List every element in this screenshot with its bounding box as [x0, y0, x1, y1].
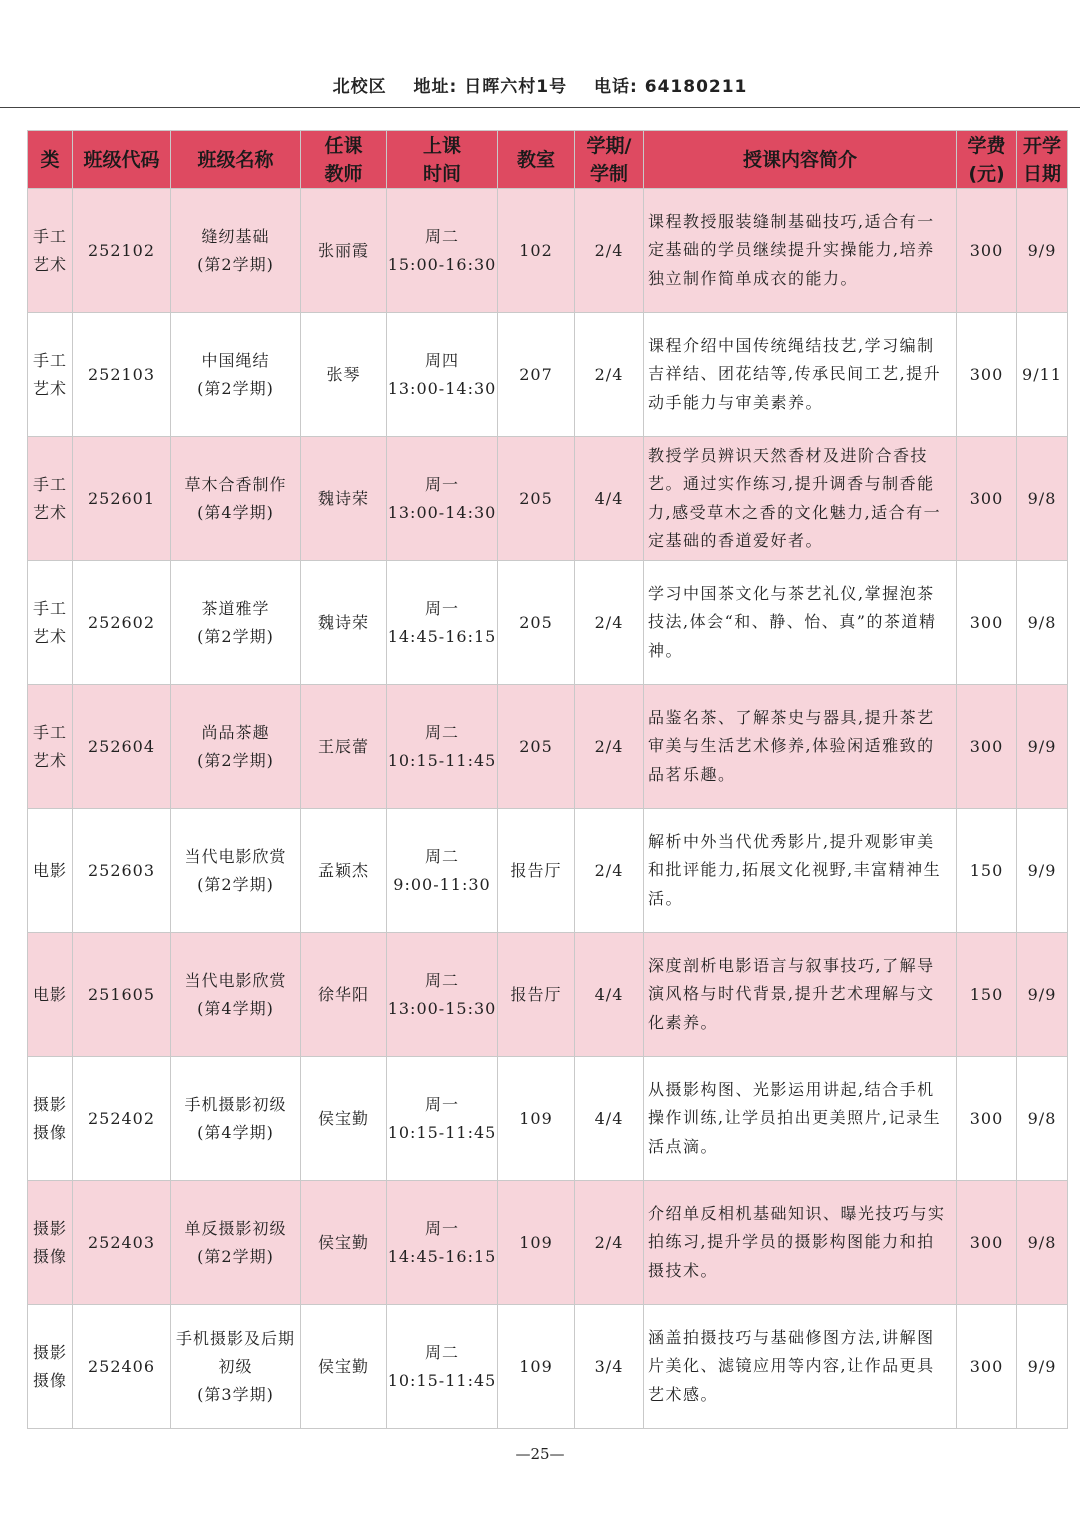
cell-name-line: (第2学期) — [197, 254, 274, 274]
cell-time-line: 14:45-16:15 — [387, 626, 497, 646]
cell-category-line: 摄像 — [32, 1246, 67, 1266]
cell-term: 2/4 — [575, 313, 644, 437]
cell-name — [171, 685, 301, 809]
table-row — [28, 933, 1068, 1057]
cell-fee: 300 — [957, 313, 1017, 437]
table-header-row — [28, 131, 1068, 189]
cell-term: 3/4 — [575, 1305, 644, 1429]
cell-category-line: 摄像 — [32, 1122, 67, 1142]
cell-name-line: (第2学期) — [197, 626, 274, 646]
cell-name-line: 初级 — [218, 1356, 253, 1376]
course-table — [27, 130, 1068, 1429]
cell-fee: 300 — [957, 437, 1017, 561]
cell-time — [387, 1057, 498, 1181]
cell-teacher: 侯宝勤 — [301, 1057, 387, 1181]
cell-code: 252403 — [73, 1181, 171, 1305]
cell-fee: 300 — [957, 1305, 1017, 1429]
column-header-text: 开学 — [1022, 134, 1061, 157]
cell-desc: 教授学员辨识天然香材及进阶合香技艺。通过实作练习,提升调香与制香能力,感受草木之香的文化魅力,适合有一定基础的香道爱好者。 — [644, 437, 957, 561]
cell-fee: 300 — [957, 561, 1017, 685]
cell-time-line: 13:00-14:30 — [387, 502, 497, 522]
cell-room: 205 — [498, 561, 575, 685]
cell-name — [171, 809, 301, 933]
cell-teacher: 徐华阳 — [301, 933, 387, 1057]
cell-room: 205 — [498, 437, 575, 561]
cell-code: 251605 — [73, 933, 171, 1057]
cell-term: 2/4 — [575, 809, 644, 933]
cell-time-line: 周二 — [424, 970, 459, 990]
cell-desc: 课程教授服装缝制基础技巧,适合有一定基础的学员继续提升实操能力,培养独立制作简单成衣的能力。 — [644, 189, 957, 313]
cell-time-line: 13:00-14:30 — [387, 378, 497, 398]
cell-category-line: 手工 — [32, 226, 67, 246]
cell-category — [28, 685, 73, 809]
column-header-fee — [957, 131, 1017, 189]
cell-fee: 150 — [957, 933, 1017, 1057]
cell-term: 2/4 — [575, 561, 644, 685]
cell-desc: 课程介绍中国传统绳结技艺,学习编制吉祥结、团花结等,传承民间工艺,提升动手能力与审美素养。 — [644, 313, 957, 437]
table-row — [28, 685, 1068, 809]
column-header-text: 日期 — [1022, 162, 1061, 185]
cell-name — [171, 1181, 301, 1305]
cell-teacher: 魏诗荣 — [301, 437, 387, 561]
cell-teacher: 孟颖杰 — [301, 809, 387, 933]
cell-time-line: 周四 — [424, 350, 459, 370]
cell-name-line: 手机摄影及后期 — [175, 1328, 295, 1348]
cell-name-line: (第2学期) — [197, 750, 274, 770]
cell-name — [171, 1057, 301, 1181]
cell-category-line: 手工 — [32, 350, 67, 370]
cell-code: 252103 — [73, 313, 171, 437]
cell-start: 9/8 — [1017, 1057, 1068, 1181]
cell-code: 252603 — [73, 809, 171, 933]
column-header-text: 学费 — [967, 134, 1006, 157]
cell-fee: 150 — [957, 809, 1017, 933]
cell-time-line: 周二 — [424, 722, 459, 742]
column-header-text: 任课 — [324, 134, 363, 157]
table-row — [28, 561, 1068, 685]
cell-desc: 从摄影构图、光影运用讲起,结合手机操作训练,让学员拍出更美照片,记录生活点滴。 — [644, 1057, 957, 1181]
column-header-text: (元) — [968, 162, 1005, 185]
cell-term: 2/4 — [575, 1181, 644, 1305]
phone-value: 64180211 — [644, 77, 748, 97]
cell-time — [387, 313, 498, 437]
cell-time — [387, 1305, 498, 1429]
cell-time-line: 周二 — [424, 1342, 459, 1362]
cell-name-line: 单反摄影初级 — [184, 1218, 287, 1238]
table-row — [28, 1057, 1068, 1181]
cell-name — [171, 313, 301, 437]
cell-name-line: (第2学期) — [197, 378, 274, 398]
cell-room: 102 — [498, 189, 575, 313]
column-header-text: 类 — [40, 148, 60, 171]
cell-start: 9/8 — [1017, 1181, 1068, 1305]
cell-time-line: 周一 — [424, 598, 459, 618]
cell-name — [171, 933, 301, 1057]
address-label: 地址: — [413, 77, 458, 97]
column-header-start — [1017, 131, 1068, 189]
table-row — [28, 437, 1068, 561]
column-header-text: 学制 — [589, 162, 628, 185]
table-row — [28, 313, 1068, 437]
cell-room: 205 — [498, 685, 575, 809]
cell-term: 2/4 — [575, 685, 644, 809]
cell-category-line: 艺术 — [32, 378, 67, 398]
cell-time — [387, 685, 498, 809]
cell-term: 4/4 — [575, 1057, 644, 1181]
cell-teacher: 侯宝勤 — [301, 1181, 387, 1305]
cell-category — [28, 1305, 73, 1429]
cell-start: 9/9 — [1017, 809, 1068, 933]
column-header-text: 班级代码 — [83, 148, 160, 171]
cell-category — [28, 1057, 73, 1181]
page-number: —25— — [515, 1445, 565, 1463]
cell-code: 252604 — [73, 685, 171, 809]
table-row — [28, 189, 1068, 313]
cell-name-line: 中国绳结 — [201, 350, 270, 370]
cell-category-line: 手工 — [32, 598, 67, 618]
cell-category-line: 艺术 — [32, 750, 67, 770]
cell-time-line: 10:15-11:45 — [387, 750, 497, 770]
column-header-time — [387, 131, 498, 189]
column-header-code — [73, 131, 171, 189]
table-row — [28, 1181, 1068, 1305]
cell-name-line: 缝纫基础 — [201, 226, 270, 246]
cell-category-line: 手工 — [32, 474, 67, 494]
cell-desc: 深度剖析电影语言与叙事技巧,了解导演风格与时代背景,提升艺术理解与文化素养。 — [644, 933, 957, 1057]
cell-fee: 300 — [957, 1057, 1017, 1181]
cell-name-line: (第4学期) — [197, 1122, 274, 1142]
cell-category — [28, 189, 73, 313]
cell-time-line: 周一 — [424, 1218, 459, 1238]
cell-fee: 300 — [957, 685, 1017, 809]
cell-time-line: 周二 — [424, 846, 459, 866]
column-header-room — [498, 131, 575, 189]
cell-time-line: 9:00-11:30 — [393, 874, 491, 894]
campus-label: 北校区 — [332, 77, 387, 97]
cell-time — [387, 561, 498, 685]
cell-start: 9/9 — [1017, 1305, 1068, 1429]
cell-teacher: 张琴 — [301, 313, 387, 437]
cell-desc: 学习中国茶文化与茶艺礼仪,掌握泡茶技法,体会“和、静、怡、真”的茶道精神。 — [644, 561, 957, 685]
cell-teacher: 魏诗荣 — [301, 561, 387, 685]
cell-fee: 300 — [957, 189, 1017, 313]
cell-desc: 涵盖拍摄技巧与基础修图方法,讲解图片美化、滤镜应用等内容,让作品更具艺术感。 — [644, 1305, 957, 1429]
cell-term: 2/4 — [575, 189, 644, 313]
cell-start: 9/9 — [1017, 685, 1068, 809]
column-header-text: 学期/ — [586, 134, 632, 157]
cell-name — [171, 189, 301, 313]
cell-name-line: 当代电影欣赏 — [184, 846, 287, 866]
cell-room: 207 — [498, 313, 575, 437]
cell-desc: 解析中外当代优秀影片,提升观影审美和批评能力,拓展文化视野,丰富精神生活。 — [644, 809, 957, 933]
cell-name-line: 草木合香制作 — [184, 474, 287, 494]
cell-name-line: (第2学期) — [197, 1246, 274, 1266]
cell-time-line: 周一 — [424, 474, 459, 494]
cell-category — [28, 437, 73, 561]
cell-category-line: 艺术 — [32, 254, 67, 274]
column-header-teacher — [301, 131, 387, 189]
cell-time-line: 10:15-11:45 — [387, 1122, 497, 1142]
cell-name-line: (第2学期) — [197, 874, 274, 894]
cell-name-line: 手机摄影初级 — [184, 1094, 287, 1114]
cell-time-line: 周一 — [424, 1094, 459, 1114]
cell-category — [28, 933, 73, 1057]
cell-term: 4/4 — [575, 933, 644, 1057]
cell-category-line: 摄像 — [32, 1370, 67, 1390]
cell-category-line: 电影 — [32, 860, 67, 880]
column-header-text: 授课内容简介 — [742, 148, 857, 171]
table-row — [28, 1305, 1068, 1429]
cell-name — [171, 437, 301, 561]
cell-code: 252402 — [73, 1057, 171, 1181]
column-header-term — [575, 131, 644, 189]
column-header-text: 上课 — [422, 134, 461, 157]
cell-category-line: 摄影 — [32, 1094, 67, 1114]
cell-fee: 300 — [957, 1181, 1017, 1305]
cell-code: 252406 — [73, 1305, 171, 1429]
cell-start: 9/8 — [1017, 561, 1068, 685]
header-divider — [0, 107, 1080, 108]
cell-category — [28, 313, 73, 437]
cell-category-line: 摄影 — [32, 1342, 67, 1362]
cell-category-line: 电影 — [32, 984, 67, 1004]
cell-room: 109 — [498, 1181, 575, 1305]
phone-label: 电话: — [594, 77, 638, 97]
column-header-text: 时间 — [422, 162, 461, 185]
cell-category — [28, 809, 73, 933]
cell-teacher: 张丽霞 — [301, 189, 387, 313]
cell-name — [171, 561, 301, 685]
cell-name-line: (第3学期) — [197, 1384, 274, 1404]
cell-name-line: (第4学期) — [197, 998, 274, 1018]
cell-code: 252102 — [73, 189, 171, 313]
column-header-category — [28, 131, 73, 189]
page-header — [0, 72, 1080, 106]
table-row — [28, 809, 1068, 933]
address-value: 日晖六村1号 — [464, 77, 568, 97]
cell-time — [387, 1181, 498, 1305]
column-header-text: 教师 — [324, 162, 363, 185]
cell-category-line: 艺术 — [32, 626, 67, 646]
cell-term: 4/4 — [575, 437, 644, 561]
cell-code: 252601 — [73, 437, 171, 561]
cell-teacher: 侯宝勤 — [301, 1305, 387, 1429]
cell-desc: 介绍单反相机基础知识、曝光技巧与实拍练习,提升学员的摄影构图能力和拍摄技术。 — [644, 1181, 957, 1305]
cell-time-line: 14:45-16:15 — [387, 1246, 497, 1266]
cell-category-line: 手工 — [32, 722, 67, 742]
column-header-name — [171, 131, 301, 189]
cell-category — [28, 1181, 73, 1305]
cell-name-line: 当代电影欣赏 — [184, 970, 287, 990]
cell-name-line: 尚品茶趣 — [201, 722, 270, 742]
cell-category-line: 艺术 — [32, 502, 67, 522]
cell-name-line: (第4学期) — [197, 502, 274, 522]
cell-category — [28, 561, 73, 685]
cell-time — [387, 933, 498, 1057]
cell-room: 报告厅 — [498, 809, 575, 933]
cell-teacher: 王辰蕾 — [301, 685, 387, 809]
cell-code: 252602 — [73, 561, 171, 685]
cell-start: 9/9 — [1017, 189, 1068, 313]
column-header-desc — [644, 131, 957, 189]
cell-start: 9/11 — [1017, 313, 1068, 437]
cell-time — [387, 437, 498, 561]
cell-name — [171, 1305, 301, 1429]
cell-name-line: 茶道雅学 — [201, 598, 270, 618]
cell-time-line: 15:00-16:30 — [387, 254, 497, 274]
column-header-text: 班级名称 — [197, 148, 274, 171]
column-header-text: 教室 — [516, 148, 555, 171]
cell-time-line: 周二 — [424, 226, 459, 246]
cell-room: 109 — [498, 1057, 575, 1181]
cell-start: 9/8 — [1017, 437, 1068, 561]
cell-start: 9/9 — [1017, 933, 1068, 1057]
cell-time — [387, 809, 498, 933]
cell-category-line: 摄影 — [32, 1218, 67, 1238]
cell-time — [387, 189, 498, 313]
cell-room: 109 — [498, 1305, 575, 1429]
cell-time-line: 10:15-11:45 — [387, 1370, 497, 1390]
cell-time-line: 13:00-15:30 — [387, 998, 497, 1018]
cell-desc: 品鉴名茶、了解茶史与器具,提升茶艺审美与生活艺术修养,体验闲适雅致的品茗乐趣。 — [644, 685, 957, 809]
cell-room: 报告厅 — [498, 933, 575, 1057]
